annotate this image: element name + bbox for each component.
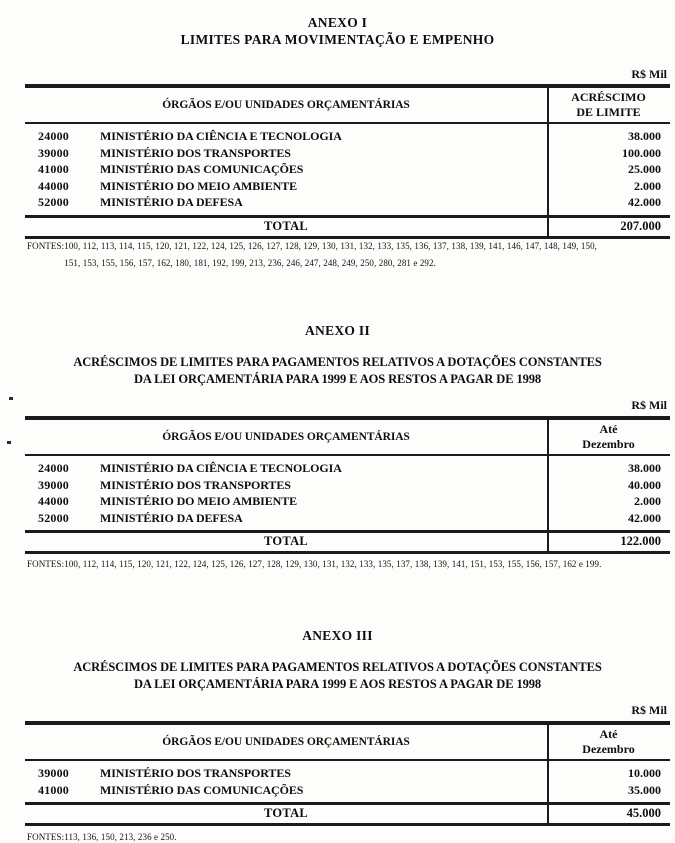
total-value: 45.000 (626, 806, 661, 820)
anexo1-fontes (27, 238, 663, 272)
row-value: 42.000 (628, 510, 661, 525)
org-header: ÓRGÃOS E/OU UNIDADES ORÇAMENTÁRIAS (162, 431, 410, 443)
anexo3-heading: ANEXO III (302, 628, 373, 643)
value-header-line1: Até (599, 727, 618, 741)
value-header-line1: Até (599, 422, 618, 436)
row-name: MINISTÉRIO DAS COMUNICAÇÕES (100, 782, 304, 797)
table-row (25, 178, 670, 195)
row-name: MINISTÉRIO DOS TRANSPORTES (100, 477, 291, 492)
row-code: 39000 (38, 477, 69, 492)
value-header (547, 725, 670, 759)
row-code: 52000 (38, 195, 69, 209)
row-code: 52000 (38, 510, 69, 525)
total-row (25, 218, 670, 236)
table-row (25, 128, 670, 145)
row-value: 25.000 (628, 162, 661, 176)
scan-speck (7, 441, 11, 444)
table-row (25, 460, 670, 477)
value-header-line2: Dezembro (582, 741, 635, 756)
org-header: ÓRGÃOS E/OU UNIDADES ORÇAMENTÁRIAS (162, 99, 410, 111)
table-body (25, 761, 670, 805)
row-code: 39000 (38, 145, 69, 160)
row-value: 100.000 (622, 145, 661, 160)
row-value: 10.000 (628, 766, 661, 780)
anexo2-heading: ANEXO II (304, 323, 371, 338)
fontes-line: 100, 112, 113, 114, 115, 120, 121, 122, 124, 125, 126, 127, 128, 129, 130, 131, 132, 133, 135, 136, 137, 138, 139, 141, 146, 147, 148, 149, 150, (64, 241, 598, 251)
row-name: MINISTÉRIO DOS TRANSPORTES (100, 766, 291, 780)
row-code: 24000 (38, 461, 69, 475)
anexo1-title: LIMITES PARA MOVIMENTAÇÃO E EMPENHO (180, 32, 495, 47)
table-row (25, 161, 670, 178)
anexo2-title-line1: ACRÉSCIMOS DE LIMITES PARA PAGAMENTOS RELATIVOS A DOTAÇÕES CONSTANTES (73, 355, 602, 369)
row-code: 44000 (38, 494, 69, 508)
total-row (25, 805, 670, 823)
anexo2-fontes (27, 556, 663, 573)
scan-speck (9, 397, 13, 400)
row-value: 42.000 (628, 195, 661, 209)
fontes-text (64, 238, 663, 272)
fontes-text (64, 829, 663, 843)
row-value: 38.000 (628, 461, 661, 475)
value-header-line1: ACRÉSCIMO (571, 90, 646, 104)
row-code: 24000 (38, 129, 69, 143)
fontes-label: FONTES: (27, 832, 65, 842)
row-name: MINISTÉRIO DAS COMUNICAÇÕES (100, 162, 304, 176)
table-header-row (25, 88, 670, 124)
anexo3-unit-label: R$ Mil (631, 703, 667, 717)
value-header-line2: Dezembro (582, 436, 635, 451)
table-body (25, 124, 670, 218)
row-code: 41000 (38, 162, 69, 176)
row-code: 39000 (38, 766, 69, 780)
fontes-text (64, 556, 663, 573)
total-value: 122.000 (620, 534, 661, 548)
row-name: MINISTÉRIO DA CIÊNCIA E TECNOLOGIA (100, 129, 342, 143)
total-label: TOTAL (263, 534, 309, 548)
total-label: TOTAL (263, 218, 309, 233)
row-name: MINISTÉRIO DO MEIO AMBIENTE (100, 494, 297, 508)
row-code: 41000 (38, 782, 69, 797)
total-label: TOTAL (263, 806, 309, 820)
row-name: MINISTÉRIO DA DEFESA (100, 510, 243, 525)
row-name: MINISTÉRIO DO MEIO AMBIENTE (100, 178, 297, 193)
table-header-row (25, 420, 670, 456)
fontes-line: 151, 153, 155, 156, 157, 162, 180, 181, 192, 199, 213, 236, 246, 247, 248, 249, 250, 280, 281 e 292. (64, 258, 436, 268)
anexo2-unit-label: R$ Mil (631, 398, 667, 412)
value-header (547, 88, 670, 122)
anexo3-fontes (27, 829, 663, 843)
anexo1-heading: ANEXO I (307, 15, 368, 30)
anexo2-table (25, 416, 670, 554)
fontes-line: 113, 136, 150, 213, 236 e 250. (64, 832, 177, 842)
row-value: 2.000 (634, 494, 661, 508)
table-row (25, 510, 670, 527)
fontes-label: FONTES: (27, 559, 65, 569)
table-row (25, 782, 670, 799)
anexo1-unit-label: R$ Mil (631, 67, 667, 81)
anexo3-table (25, 721, 670, 826)
row-name: MINISTÉRIO DA DEFESA (100, 195, 243, 209)
fontes-label: FONTES: (27, 241, 65, 251)
anexo1-table (25, 84, 670, 239)
table-row (25, 493, 670, 510)
row-name: MINISTÉRIO DOS TRANSPORTES (100, 145, 291, 160)
anexo3-title-line1: ACRÉSCIMOS DE LIMITES PARA PAGAMENTOS RELATIVOS A DOTAÇÕES CONSTANTES (73, 660, 602, 674)
row-code: 44000 (38, 178, 69, 193)
anexo3-title-line2: DA LEI ORÇAMENTÁRIA PARA 1999 E AOS RESTOS A PAGAR DE 1998 (133, 677, 542, 691)
value-header (547, 420, 670, 454)
row-value: 38.000 (628, 129, 661, 143)
anexo2-title-line2: DA LEI ORÇAMENTÁRIA PARA 1999 E AOS RESTOS A PAGAR DE 1998 (133, 372, 542, 386)
table-header-row (25, 725, 670, 761)
row-name: MINISTÉRIO DA CIÊNCIA E TECNOLOGIA (100, 461, 342, 475)
org-header: ÓRGÃOS E/OU UNIDADES ORÇAMENTÁRIAS (162, 736, 410, 748)
table-row (25, 194, 670, 211)
table-row (25, 477, 670, 494)
row-value: 40.000 (628, 477, 661, 492)
total-row (25, 533, 670, 551)
row-value: 2.000 (634, 178, 661, 193)
table-row (25, 765, 670, 782)
row-value: 35.000 (628, 782, 661, 797)
value-header-line2: DE LIMITE (576, 104, 641, 119)
total-value: 207.000 (620, 218, 661, 233)
fontes-line: 100, 112, 114, 115, 120, 121, 122, 124, 125, 126, 127, 128, 129, 130, 131, 132, 133, 135, 137, 138, 139, 141, 151, 153, 155, 156, 157, 162 e 199. (64, 559, 602, 569)
table-body (25, 456, 670, 533)
table-row (25, 145, 670, 162)
